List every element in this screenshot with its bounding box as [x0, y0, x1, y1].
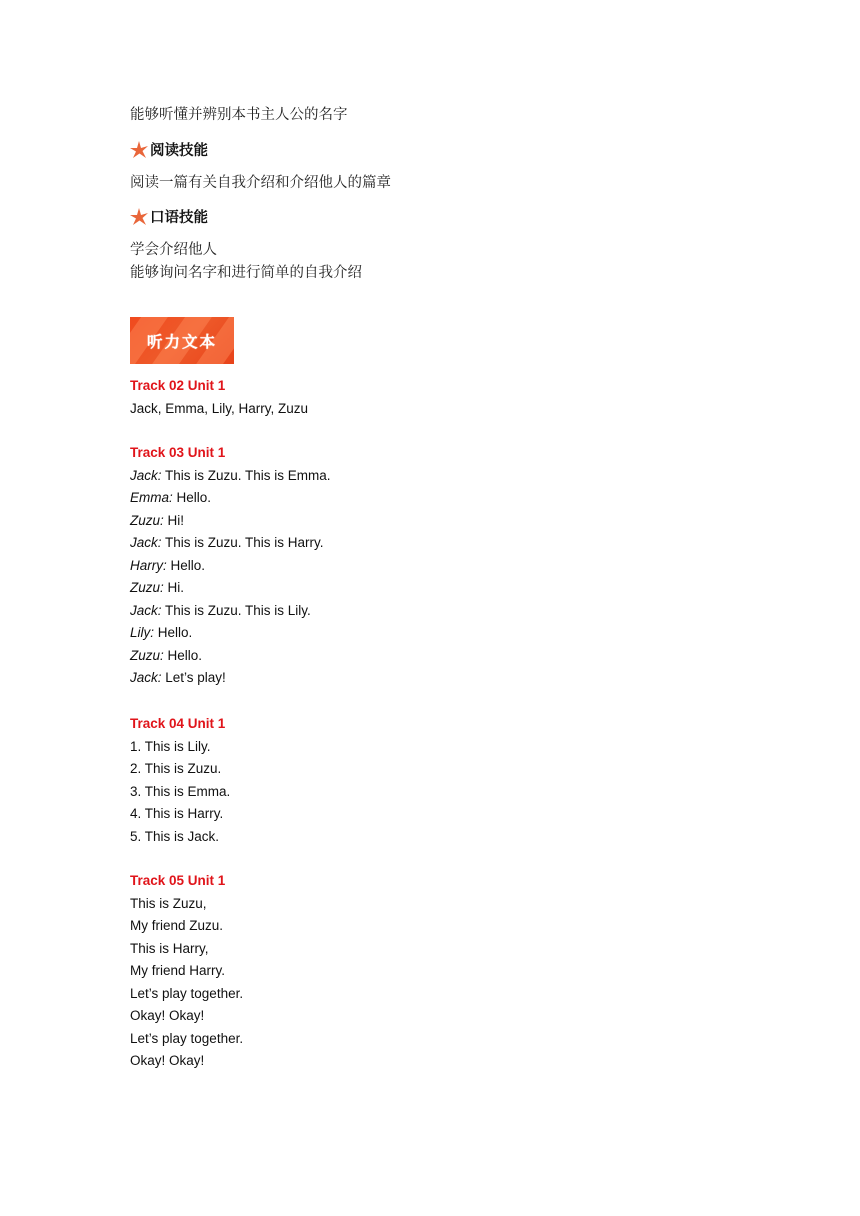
line-text: Hi! — [163, 512, 185, 528]
line-text: Jack, Emma, Lily, Harry, Zuzu — [130, 400, 309, 416]
transcript-line — [130, 487, 331, 510]
starfish-icon — [129, 207, 149, 227]
transcript-line: 3. This is Emma. — [130, 783, 231, 799]
transcript-line: 5. This is Jack. — [130, 828, 220, 844]
transcript-line — [130, 510, 331, 533]
speaker-name: Zuzu: — [130, 512, 164, 528]
line-text: This is Zuzu. This is Lily. — [161, 602, 311, 618]
speaker-name: Lily: — [130, 625, 155, 640]
starfish-icon — [129, 140, 149, 160]
transcript-line: Okay! Okay! — [130, 1008, 205, 1023]
listening-objective-line: 能够听懂并辨别本书主人公的名字 — [130, 107, 348, 123]
line-text: Hi. — [163, 580, 185, 595]
transcript-line: This is Zuzu, — [130, 895, 207, 911]
transcript-line — [130, 398, 308, 421]
transcript-line: My friend Harry. — [130, 963, 226, 978]
speaking-skill-label: 口语技能 — [150, 210, 208, 226]
track-section — [130, 375, 308, 420]
transcript-line: My friend Zuzu. — [130, 918, 224, 933]
transcript-line — [130, 600, 331, 623]
speaker-name: Jack: — [130, 670, 162, 685]
transcript-line — [130, 532, 331, 555]
line-text: Hello. — [172, 490, 212, 505]
line-text: This is Zuzu. This is Harry. — [161, 535, 324, 550]
line-text: Hello. — [163, 647, 203, 663]
line-text: Let’s play! — [161, 670, 226, 685]
track-section — [130, 870, 243, 1073]
transcript-line: Let’s play together. — [130, 985, 244, 1001]
speaker-name: Jack: — [130, 535, 162, 550]
transcript-line — [130, 465, 331, 488]
transcript-line: 2. This is Zuzu. — [130, 761, 222, 776]
speaking-skill-heading — [130, 205, 208, 228]
transcript-line: 1. This is Lily. — [130, 738, 211, 754]
transcript-line — [130, 577, 331, 600]
transcript-line: Let’s play together. — [130, 1030, 244, 1046]
speaker-name: Emma: — [130, 490, 173, 505]
speaker-name: Jack: — [130, 602, 162, 618]
reading-skill-label: 阅读技能 — [150, 143, 208, 159]
speaker-name: Zuzu: — [130, 580, 164, 595]
transcript-line — [130, 622, 331, 645]
transcript-line: 4. This is Harry. — [130, 806, 224, 821]
transcript-line: Okay! Okay! — [130, 1053, 205, 1068]
listening-text-banner — [130, 317, 234, 364]
speaker-name: Zuzu: — [130, 647, 164, 663]
speaking-objective-line-1: 学会介绍他人 — [130, 242, 217, 258]
track-title: Track 05 Unit 1 — [130, 873, 226, 888]
transcript-line — [130, 645, 331, 668]
line-text: Hello. — [154, 625, 193, 640]
track-section — [130, 442, 331, 690]
track-title: Track 04 Unit 1 — [130, 716, 226, 731]
track-section — [130, 713, 230, 848]
banner-label: 听力文本 — [146, 332, 217, 351]
track-title: Track 02 Unit 1 — [130, 378, 226, 393]
transcript-line — [130, 555, 331, 578]
track-title: Track 03 Unit 1 — [130, 445, 226, 460]
speaker-name: Harry: — [130, 557, 167, 573]
transcript-line: This is Harry, — [130, 940, 209, 956]
line-text: Hello. — [166, 557, 206, 573]
speaking-objective-line-2: 能够询问名字和进行简单的自我介绍 — [130, 265, 362, 281]
line-text: This is Zuzu. This is Emma. — [161, 467, 331, 483]
speaker-name: Jack: — [130, 467, 162, 483]
reading-skill-heading — [130, 138, 208, 161]
reading-objective-line: 阅读一篇有关自我介绍和介绍他人的篇章 — [130, 175, 391, 191]
transcript-line — [130, 667, 331, 690]
